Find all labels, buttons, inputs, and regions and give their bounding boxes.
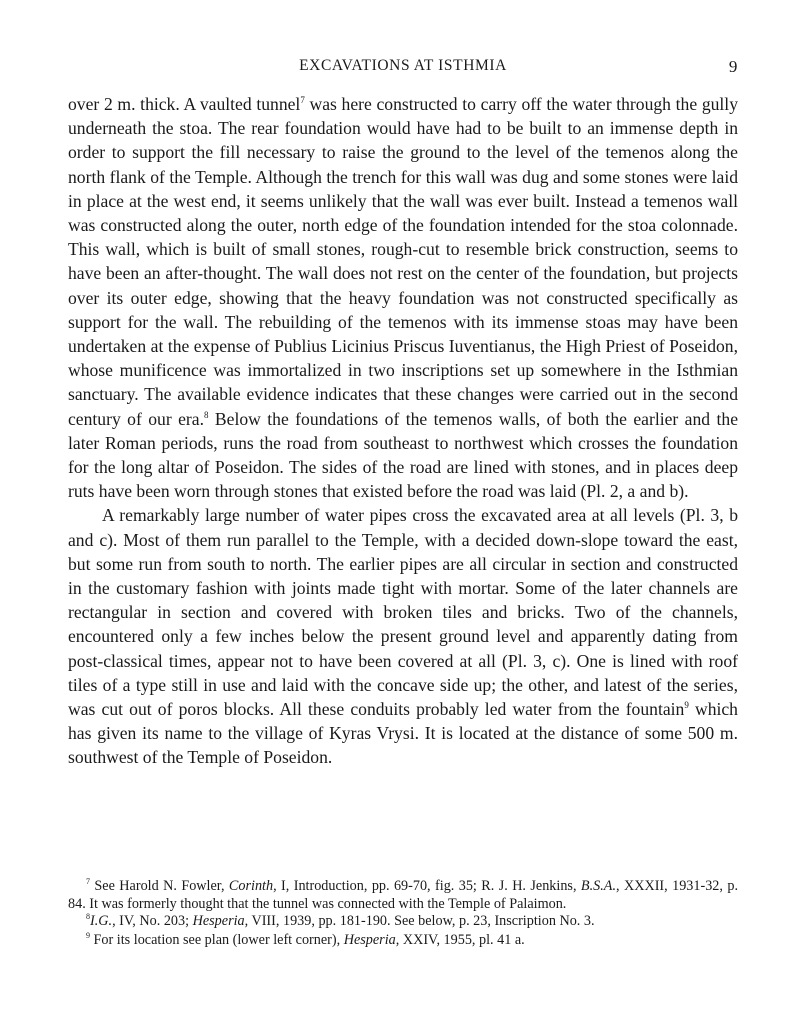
footnote-9 — [68, 932, 738, 950]
footnote-8-text-1: , IV, No. 203; — [112, 913, 193, 929]
footnote-8-italic-hesperia: Hesperia — [192, 913, 245, 929]
running-title: EXCAVATIONS AT ISTHMIA — [299, 57, 507, 74]
footnote-8-italic-ig: I.G. — [90, 913, 113, 929]
running-head — [68, 57, 738, 79]
footnote-7-italic-bsa: B.S.A. — [580, 878, 616, 894]
footnote-7-text-1: See Harold N. Fowler, — [90, 878, 229, 894]
footnote-ref-7: 7 — [300, 95, 305, 105]
footnote-ref-9: 9 — [684, 700, 689, 711]
footnote-9-marker: 9 — [86, 930, 90, 940]
footnote-8-marker: 8 — [86, 912, 90, 921]
paragraph-1-text-b: was here constructed to carry off the water through the gully underneath the stoa. The rear foundation would have had to be built to an immense depth in order to support the fill necessary to raise the ground to the level of the temenos along the north flank of the Temple. Although the trench for this wall was dug and some stones were laid in place at the west end, it seems unlikely that the wall was ever built. Instead a temenos wall was constructed along the outer, north edge of the foundation intended for the stoa colonnade. This wall, which is built of small stones, rough-cut to resemble brick construction, seems to have been an after-thought. The wall does not rest on the center of the foundation, but projects over its outer edge, showing that the heavy foundation was not constructed specifically as support for the wall. The rebuilding of the temenos with its immense stoas may have been undertaken at the expense of Publius Licinius Priscus Iuventianus, the High Priest of Poseidon, whose munificence was immortalized in two inscriptions set up somewhere in the Isthmian sanctuary. The available evidence indicates that these changes were carried out in the second century of our era. — [68, 94, 738, 429]
footnote-9-text-2: , XXIV, 1955, pl. 41 a. — [395, 931, 525, 948]
paragraph-2-text-a: A remarkably large number of water pipes cross the excavated area at all levels (Pl. 3, b and c). Most of them run parallel to the Temple, with a decided down-slope toward the east, but some run from south to north. The earlier pipes are all circular in section and constructed in the customary fashion with joints made tight with mortar. Some of the later channels are rectangular in section and covered with broken tiles and bricks. Two of the channels, encountered only a few inches below the present ground level and apparently dating from post-classical times, appear not to have been covered at all (Pl. 3, c). One is lined with roof tiles of a type still in use and laid with the concave side up; the other, and latest of the series, was cut out of poros blocks. All these conduits probably led water from the fountain — [68, 505, 738, 720]
paragraph-2-text-b: which has given its name to the village of Kyras Vrysi. It is located at the distance of some 500 m. southwest of the Temple of Poseidon. — [68, 699, 738, 768]
paragraph-1-text-a: over 2 m. thick. A vaulted tunnel — [68, 94, 301, 114]
footnote-ref-8: 8 — [204, 409, 209, 420]
footnote-9-text-1: For its location see plan (lower left corner), — [90, 931, 344, 948]
body-text — [68, 92, 738, 770]
page-number: 9 — [728, 57, 738, 76]
footnote-7-italic-corinth: Corinth — [228, 878, 274, 894]
footnote-7-text-2: , I, Introduction, pp. 69-70, fig. 35; R. J. H. Jenkins, — [273, 878, 581, 894]
paragraph-1-text-c: Below the foundations of the temenos walls, of both the earlier and the later Roman periods, runs the road from southeast to northwest which crosses the foundation for the long altar of Poseidon. The sides of the road are lined with stones, and in places deep ruts have been worn through stones that existed before the road was laid (Pl. 2, a and b). — [68, 408, 738, 502]
footnote-8 — [68, 913, 738, 931]
footnote-8-text-2: , VIII, 1939, pp. 181-190. See below, p. 23, Inscription No. 3. — [244, 913, 595, 929]
footnote-7-marker: 7 — [86, 877, 90, 886]
paragraph-1 — [68, 92, 738, 503]
footnotes — [68, 878, 738, 949]
paragraph-2 — [68, 503, 738, 769]
footnote-7-text-3: , XXXII, 1931-32, p. 84. It was formerly thought that the tunnel was connected with the Temple of Palaimon. — [68, 878, 738, 912]
footnote-9-italic-hesperia: Hesperia — [343, 931, 396, 948]
footnote-7 — [68, 878, 738, 913]
